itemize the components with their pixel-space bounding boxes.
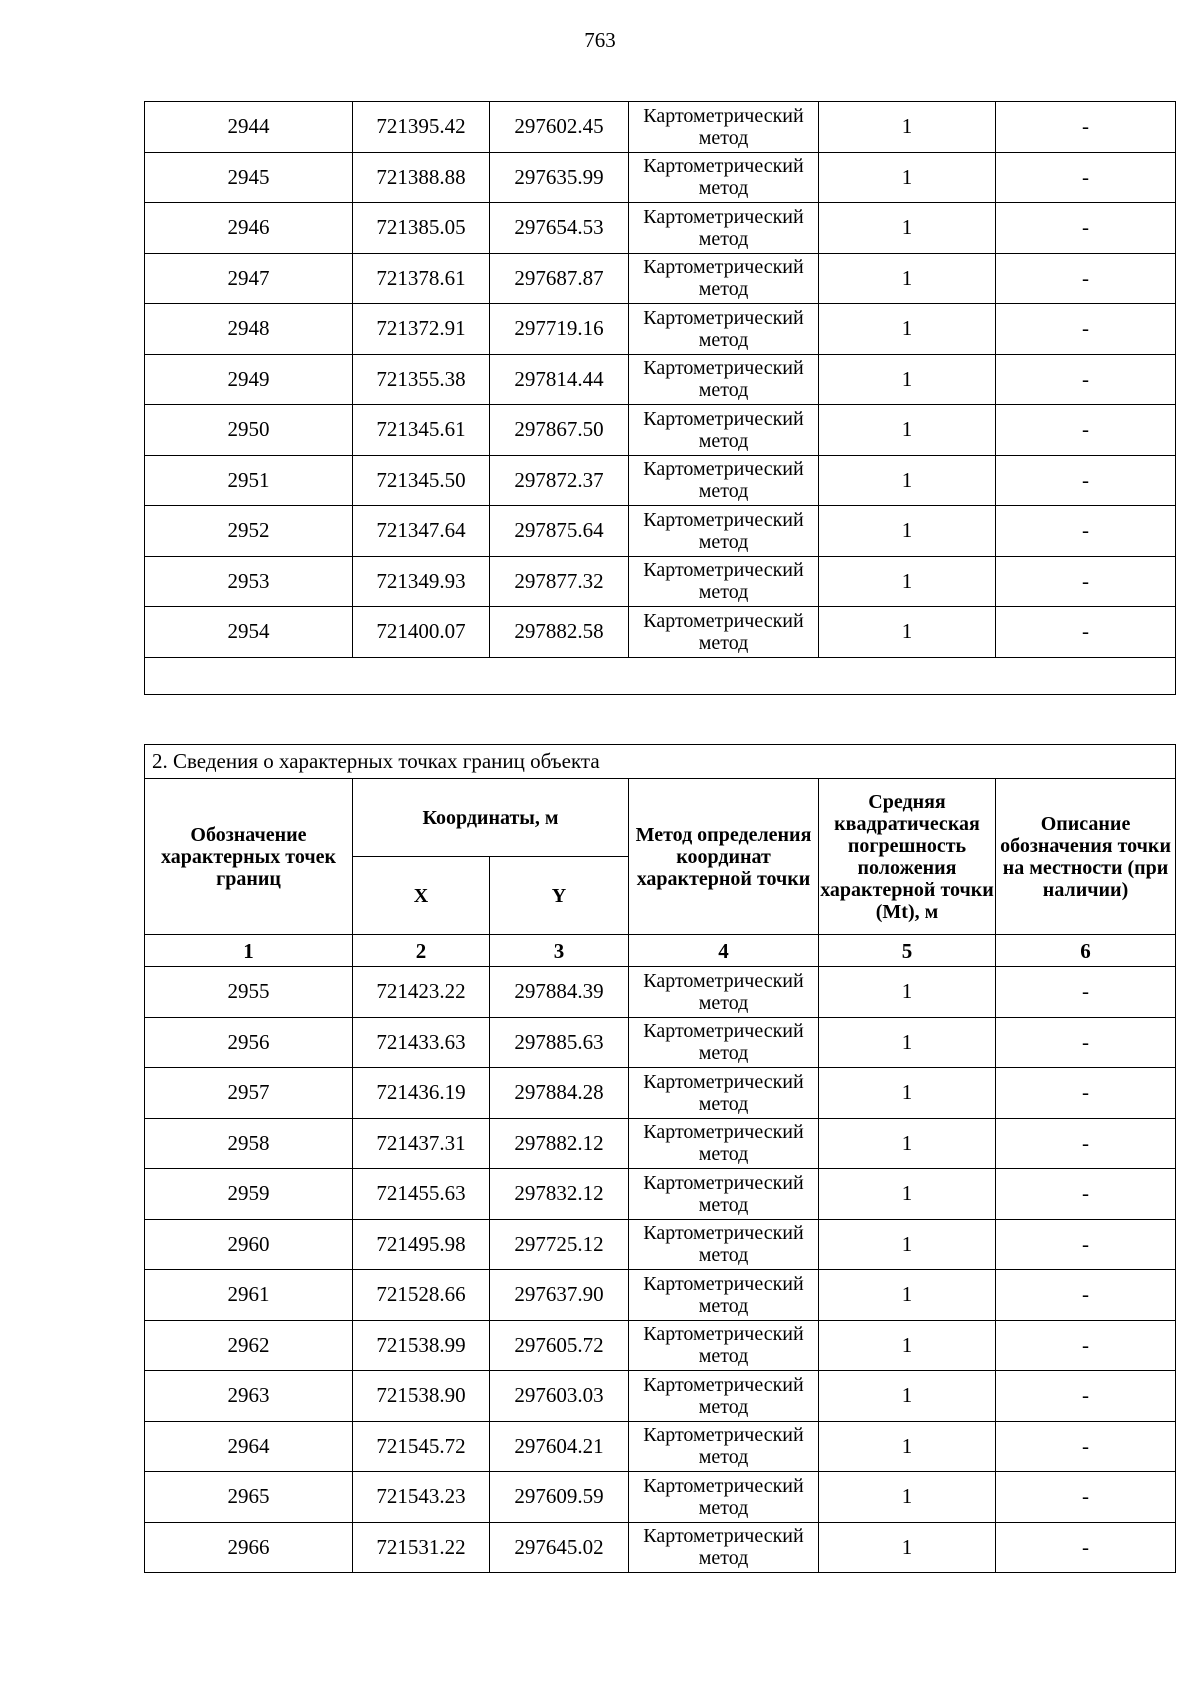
y-coordinate-cell: 297882.12 xyxy=(490,1118,629,1169)
header-description: Описание обозначения точки на местности (при наличии) xyxy=(996,779,1176,935)
table-row xyxy=(145,607,1176,658)
table-row xyxy=(145,1371,1176,1422)
header-row xyxy=(145,779,1176,857)
y-coordinate-cell: 297725.12 xyxy=(490,1219,629,1270)
method-text-line2: метод xyxy=(698,631,749,654)
x-coordinate-cell: 721372.91 xyxy=(353,304,490,355)
method-text-line2: метод xyxy=(698,328,749,351)
column-number: 3 xyxy=(490,935,629,967)
header-mean-error: Средняя квадратическая погрешность положения характерной точки (Mt), м xyxy=(819,779,996,935)
x-coordinate-cell: 721545.72 xyxy=(353,1421,490,1472)
description-cell: - xyxy=(996,304,1176,355)
mean-error-cell: 1 xyxy=(819,354,996,405)
x-coordinate-cell: 721436.19 xyxy=(353,1068,490,1119)
points-table-continued xyxy=(144,101,1176,695)
x-coordinate-cell: 721543.23 xyxy=(353,1472,490,1523)
description-cell: - xyxy=(996,1421,1176,1472)
mean-error-cell: 1 xyxy=(819,1320,996,1371)
points-table-continued-body xyxy=(145,102,1176,658)
method-cell xyxy=(629,455,819,506)
boundary-points-table-body xyxy=(145,967,1176,1573)
point-id-cell: 2948 xyxy=(145,304,353,355)
x-coordinate-cell: 721395.42 xyxy=(353,102,490,153)
mean-error-cell: 1 xyxy=(819,203,996,254)
table-row xyxy=(145,1472,1176,1523)
table-row xyxy=(145,1320,1176,1371)
method-cell xyxy=(629,1118,819,1169)
method-text-line1: Картометрический xyxy=(643,1121,804,1144)
y-coordinate-cell: 297814.44 xyxy=(490,354,629,405)
y-coordinate-cell: 297602.45 xyxy=(490,102,629,153)
x-coordinate-cell: 721378.61 xyxy=(353,253,490,304)
table-row xyxy=(145,304,1176,355)
method-cell xyxy=(629,1522,819,1573)
point-id-cell: 2963 xyxy=(145,1371,353,1422)
x-coordinate-cell: 721528.66 xyxy=(353,1270,490,1321)
column-number: 1 xyxy=(145,935,353,967)
description-cell: - xyxy=(996,506,1176,557)
table-row xyxy=(145,455,1176,506)
point-id-cell: 2957 xyxy=(145,1068,353,1119)
method-text-line2: метод xyxy=(698,581,749,604)
empty-row xyxy=(145,657,1176,694)
method-text-line2: метод xyxy=(698,1547,749,1570)
x-coordinate-cell: 721433.63 xyxy=(353,1017,490,1068)
mean-error-cell: 1 xyxy=(819,1068,996,1119)
description-cell: - xyxy=(996,1118,1176,1169)
method-cell xyxy=(629,405,819,456)
method-cell xyxy=(629,1472,819,1523)
header-point-designation: Обозначение характерных точек границ xyxy=(145,779,353,935)
x-coordinate-cell: 721538.99 xyxy=(353,1320,490,1371)
y-coordinate-cell: 297832.12 xyxy=(490,1169,629,1220)
method-text-line2: метод xyxy=(698,429,749,452)
method-text-line1: Картометрический xyxy=(643,155,804,178)
method-cell xyxy=(629,102,819,153)
description-cell: - xyxy=(996,354,1176,405)
method-cell xyxy=(629,1371,819,1422)
point-id-cell: 2954 xyxy=(145,607,353,658)
mean-error-cell: 1 xyxy=(819,1118,996,1169)
method-text-line2: метод xyxy=(698,1345,749,1368)
method-text-line1: Картометрический xyxy=(643,1222,804,1245)
mean-error-cell: 1 xyxy=(819,967,996,1018)
method-text-line2: метод xyxy=(698,227,749,250)
header-y: Y xyxy=(490,857,629,935)
mean-error-cell: 1 xyxy=(819,506,996,557)
table-row xyxy=(145,203,1176,254)
description-cell: - xyxy=(996,967,1176,1018)
method-text-line1: Картометрический xyxy=(643,559,804,582)
description-cell: - xyxy=(996,1219,1176,1270)
method-cell xyxy=(629,1320,819,1371)
point-id-cell: 2958 xyxy=(145,1118,353,1169)
mean-error-cell: 1 xyxy=(819,1472,996,1523)
table-row xyxy=(145,1017,1176,1068)
point-id-cell: 2944 xyxy=(145,102,353,153)
table-row xyxy=(145,506,1176,557)
mean-error-cell: 1 xyxy=(819,455,996,506)
table-row xyxy=(145,405,1176,456)
description-cell: - xyxy=(996,1472,1176,1523)
table-row xyxy=(145,1118,1176,1169)
table-title: 2. Сведения о характерных точках границ объекта xyxy=(145,745,1176,779)
mean-error-cell: 1 xyxy=(819,1522,996,1573)
mean-error-cell: 1 xyxy=(819,1270,996,1321)
method-text-line2: метод xyxy=(698,1092,749,1115)
method-text-line1: Картометрический xyxy=(643,969,804,992)
point-id-cell: 2962 xyxy=(145,1320,353,1371)
method-cell xyxy=(629,253,819,304)
y-coordinate-cell: 297687.87 xyxy=(490,253,629,304)
column-number: 6 xyxy=(996,935,1176,967)
method-cell xyxy=(629,1068,819,1119)
x-coordinate-cell: 721538.90 xyxy=(353,1371,490,1422)
table-row xyxy=(145,556,1176,607)
method-cell xyxy=(629,203,819,254)
header-x: X xyxy=(353,857,490,935)
table-row xyxy=(145,1169,1176,1220)
table-row xyxy=(145,1068,1176,1119)
description-cell: - xyxy=(996,556,1176,607)
table-row xyxy=(145,253,1176,304)
method-text-line1: Картометрический xyxy=(643,609,804,632)
method-text-line1: Картометрический xyxy=(643,1070,804,1093)
mean-error-cell: 1 xyxy=(819,1169,996,1220)
x-coordinate-cell: 721349.93 xyxy=(353,556,490,607)
description-cell: - xyxy=(996,253,1176,304)
column-number: 2 xyxy=(353,935,490,967)
method-text-line2: метод xyxy=(698,1446,749,1469)
point-id-cell: 2961 xyxy=(145,1270,353,1321)
description-cell: - xyxy=(996,607,1176,658)
column-number-row xyxy=(145,935,1176,967)
description-cell: - xyxy=(996,1169,1176,1220)
method-text-line1: Картометрический xyxy=(643,458,804,481)
table-row xyxy=(145,967,1176,1018)
mean-error-cell: 1 xyxy=(819,253,996,304)
y-coordinate-cell: 297885.63 xyxy=(490,1017,629,1068)
method-text-line2: метод xyxy=(698,1395,749,1418)
table-row xyxy=(145,1421,1176,1472)
x-coordinate-cell: 721531.22 xyxy=(353,1522,490,1573)
description-cell: - xyxy=(996,152,1176,203)
method-text-line1: Картометрический xyxy=(643,1525,804,1548)
point-id-cell: 2964 xyxy=(145,1421,353,1472)
y-coordinate-cell: 297867.50 xyxy=(490,405,629,456)
method-text-line1: Картометрический xyxy=(643,1474,804,1497)
y-coordinate-cell: 297877.32 xyxy=(490,556,629,607)
x-coordinate-cell: 721388.88 xyxy=(353,152,490,203)
method-cell xyxy=(629,607,819,658)
method-text-line1: Картометрический xyxy=(643,205,804,228)
method-text-line1: Картометрический xyxy=(643,256,804,279)
method-text-line1: Картометрический xyxy=(643,1171,804,1194)
table-row xyxy=(145,1522,1176,1573)
x-coordinate-cell: 721385.05 xyxy=(353,203,490,254)
boundary-points-table xyxy=(144,744,1176,1573)
x-coordinate-cell: 721400.07 xyxy=(353,607,490,658)
description-cell: - xyxy=(996,1320,1176,1371)
y-coordinate-cell: 297719.16 xyxy=(490,304,629,355)
point-id-cell: 2966 xyxy=(145,1522,353,1573)
method-text-line1: Картометрический xyxy=(643,357,804,380)
description-cell: - xyxy=(996,1371,1176,1422)
mean-error-cell: 1 xyxy=(819,1219,996,1270)
method-text-line2: метод xyxy=(698,1496,749,1519)
mean-error-cell: 1 xyxy=(819,102,996,153)
method-text-line1: Картометрический xyxy=(643,104,804,127)
y-coordinate-cell: 297882.58 xyxy=(490,607,629,658)
mean-error-cell: 1 xyxy=(819,1017,996,1068)
table-row xyxy=(145,1219,1176,1270)
method-cell xyxy=(629,1219,819,1270)
empty-cell xyxy=(145,657,1176,694)
method-text-line2: метод xyxy=(698,177,749,200)
table-title-row xyxy=(145,745,1176,779)
y-coordinate-cell: 297637.90 xyxy=(490,1270,629,1321)
header-method: Метод определения координат характерной точки xyxy=(629,779,819,935)
mean-error-cell: 1 xyxy=(819,304,996,355)
mean-error-cell: 1 xyxy=(819,607,996,658)
description-cell: - xyxy=(996,1017,1176,1068)
method-text-line2: метод xyxy=(698,530,749,553)
point-id-cell: 2956 xyxy=(145,1017,353,1068)
table-row xyxy=(145,354,1176,405)
y-coordinate-cell: 297603.03 xyxy=(490,1371,629,1422)
mean-error-cell: 1 xyxy=(819,1421,996,1472)
method-text-line1: Картометрический xyxy=(643,1272,804,1295)
method-cell xyxy=(629,967,819,1018)
x-coordinate-cell: 721495.98 xyxy=(353,1219,490,1270)
description-cell: - xyxy=(996,405,1176,456)
point-id-cell: 2955 xyxy=(145,967,353,1018)
method-text-line1: Картометрический xyxy=(643,1020,804,1043)
mean-error-cell: 1 xyxy=(819,1371,996,1422)
y-coordinate-cell: 297645.02 xyxy=(490,1522,629,1573)
method-text-line1: Картометрический xyxy=(643,1373,804,1396)
description-cell: - xyxy=(996,1068,1176,1119)
method-text-line1: Картометрический xyxy=(643,1424,804,1447)
method-text-line2: метод xyxy=(698,126,749,149)
x-coordinate-cell: 721345.61 xyxy=(353,405,490,456)
method-text-line2: метод xyxy=(698,1143,749,1166)
method-cell xyxy=(629,1270,819,1321)
table-row xyxy=(145,102,1176,153)
description-cell: - xyxy=(996,203,1176,254)
point-id-cell: 2959 xyxy=(145,1169,353,1220)
x-coordinate-cell: 721345.50 xyxy=(353,455,490,506)
y-coordinate-cell: 297654.53 xyxy=(490,203,629,254)
method-text-line2: метод xyxy=(698,1244,749,1267)
method-cell xyxy=(629,556,819,607)
table-row xyxy=(145,1270,1176,1321)
x-coordinate-cell: 721455.63 xyxy=(353,1169,490,1220)
description-cell: - xyxy=(996,1522,1176,1573)
column-number: 4 xyxy=(629,935,819,967)
method-text-line2: метод xyxy=(698,480,749,503)
y-coordinate-cell: 297635.99 xyxy=(490,152,629,203)
point-id-cell: 2953 xyxy=(145,556,353,607)
table-row xyxy=(145,152,1176,203)
x-coordinate-cell: 721347.64 xyxy=(353,506,490,557)
x-coordinate-cell: 721355.38 xyxy=(353,354,490,405)
point-id-cell: 2949 xyxy=(145,354,353,405)
point-id-cell: 2960 xyxy=(145,1219,353,1270)
method-text-line2: метод xyxy=(698,991,749,1014)
header-coordinates: Координаты, м xyxy=(353,779,629,857)
y-coordinate-cell: 297604.21 xyxy=(490,1421,629,1472)
y-coordinate-cell: 297605.72 xyxy=(490,1320,629,1371)
method-text-line2: метод xyxy=(698,278,749,301)
method-text-line2: метод xyxy=(698,1294,749,1317)
mean-error-cell: 1 xyxy=(819,556,996,607)
point-id-cell: 2945 xyxy=(145,152,353,203)
method-cell xyxy=(629,1421,819,1472)
method-cell xyxy=(629,354,819,405)
page-number: 763 xyxy=(584,28,616,52)
point-id-cell: 2946 xyxy=(145,203,353,254)
y-coordinate-cell: 297884.39 xyxy=(490,967,629,1018)
method-text-line1: Картометрический xyxy=(643,508,804,531)
description-cell: - xyxy=(996,102,1176,153)
column-number: 5 xyxy=(819,935,996,967)
method-cell xyxy=(629,152,819,203)
y-coordinate-cell: 297875.64 xyxy=(490,506,629,557)
method-text-line2: метод xyxy=(698,1042,749,1065)
point-id-cell: 2947 xyxy=(145,253,353,304)
point-id-cell: 2951 xyxy=(145,455,353,506)
point-id-cell: 2952 xyxy=(145,506,353,557)
y-coordinate-cell: 297609.59 xyxy=(490,1472,629,1523)
method-text-line2: метод xyxy=(698,379,749,402)
description-cell: - xyxy=(996,1270,1176,1321)
x-coordinate-cell: 721437.31 xyxy=(353,1118,490,1169)
method-cell xyxy=(629,304,819,355)
method-text-line2: метод xyxy=(698,1193,749,1216)
point-id-cell: 2950 xyxy=(145,405,353,456)
method-cell xyxy=(629,506,819,557)
y-coordinate-cell: 297872.37 xyxy=(490,455,629,506)
method-text-line1: Картометрический xyxy=(643,306,804,329)
mean-error-cell: 1 xyxy=(819,152,996,203)
description-cell: - xyxy=(996,455,1176,506)
point-id-cell: 2965 xyxy=(145,1472,353,1523)
x-coordinate-cell: 721423.22 xyxy=(353,967,490,1018)
method-cell xyxy=(629,1169,819,1220)
method-text-line1: Картометрический xyxy=(643,1323,804,1346)
mean-error-cell: 1 xyxy=(819,405,996,456)
method-text-line1: Картометрический xyxy=(643,407,804,430)
y-coordinate-cell: 297884.28 xyxy=(490,1068,629,1119)
method-cell xyxy=(629,1017,819,1068)
